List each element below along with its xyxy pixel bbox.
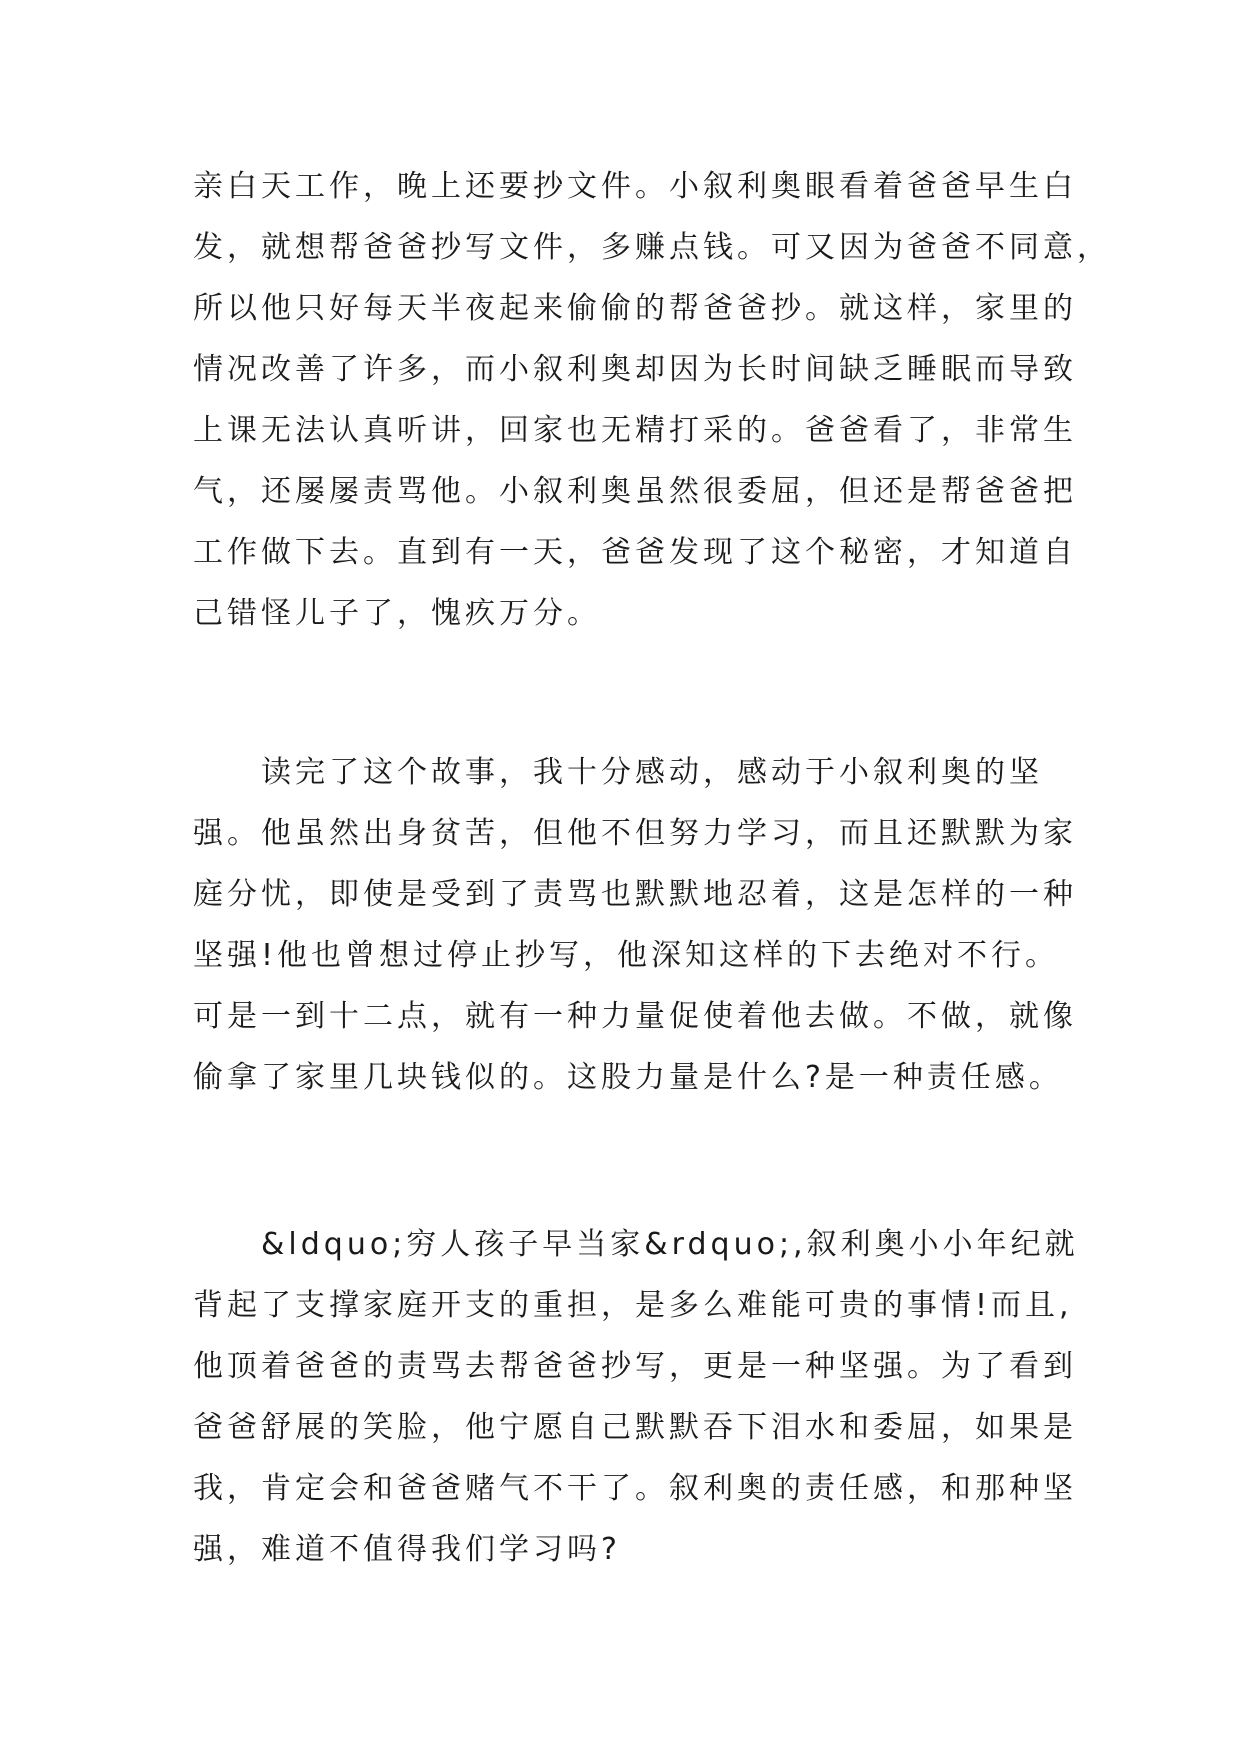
paragraph-line: 可是一到十二点，就有一种力量促使着他去做。不做，就像 — [193, 999, 1077, 1034]
paragraph-line: 强，难道不值得我们学习吗? — [193, 1532, 621, 1567]
paragraph-line: 强。他虽然出身贫苦，但他不但努力学习，而且还默默为家 — [193, 816, 1077, 851]
paragraph-line: 他顶着爸爸的责骂去帮爸爸抄写，更是一种坚强。为了看到 — [193, 1349, 1077, 1384]
paragraph-line: 发，就想帮爸爸抄写文件，多赚点钱。可又因为爸爸不同意， — [193, 230, 1111, 265]
paragraph-line: 偷拿了家里几块钱似的。这股力量是什么?是一种责任感。 — [193, 1060, 1063, 1095]
paragraph-line: 亲白天工作，晚上还要抄文件。小叙利奥眼看着爸爸早生白 — [193, 169, 1077, 204]
paragraph-1 — [193, 156, 1111, 644]
paragraph-3 — [193, 1214, 1079, 1580]
paragraph-line: 情况改善了许多，而小叙利奥却因为长时间缺乏睡眠而导致 — [193, 352, 1077, 387]
paragraph-line: &ldquo;穷人孩子早当家&rdquo;,叙利奥小小年纪就 — [193, 1227, 1079, 1262]
paragraph-line: 气，还屡屡责骂他。小叙利奥虽然很委屈，但还是帮爸爸把 — [193, 474, 1077, 509]
paragraph-line: 所以他只好每天半夜起来偷偷的帮爸爸抄。就这样，家里的 — [193, 291, 1077, 326]
paragraph-line: 坚强!他也曾想过停止抄写，他深知这样的下去绝对不行。 — [193, 938, 1060, 973]
paragraph-line: 己错怪儿子了，愧疚万分。 — [193, 596, 601, 631]
paragraph-line: 爸爸舒展的笑脸，他宁愿自己默默吞下泪水和委屈，如果是 — [193, 1410, 1077, 1445]
paragraph-line: 背起了支撑家庭开支的重担，是多么难能可贵的事情!而且, — [193, 1288, 1073, 1323]
paragraph-line: 读完了这个故事，我十分感动，感动于小叙利奥的坚 — [193, 755, 1043, 790]
paragraph-line: 庭分忧，即使是受到了责骂也默默地忍着，这是怎样的一种 — [193, 877, 1077, 912]
paragraph-line: 上课无法认真听讲，回家也无精打采的。爸爸看了，非常生 — [193, 413, 1077, 448]
paragraph-line: 我，肯定会和爸爸赌气不干了。叙利奥的责任感，和那种坚 — [193, 1471, 1077, 1506]
paragraph-2 — [193, 742, 1077, 1108]
paragraph-line: 工作做下去。直到有一天，爸爸发现了这个秘密，才知道自 — [193, 535, 1077, 570]
